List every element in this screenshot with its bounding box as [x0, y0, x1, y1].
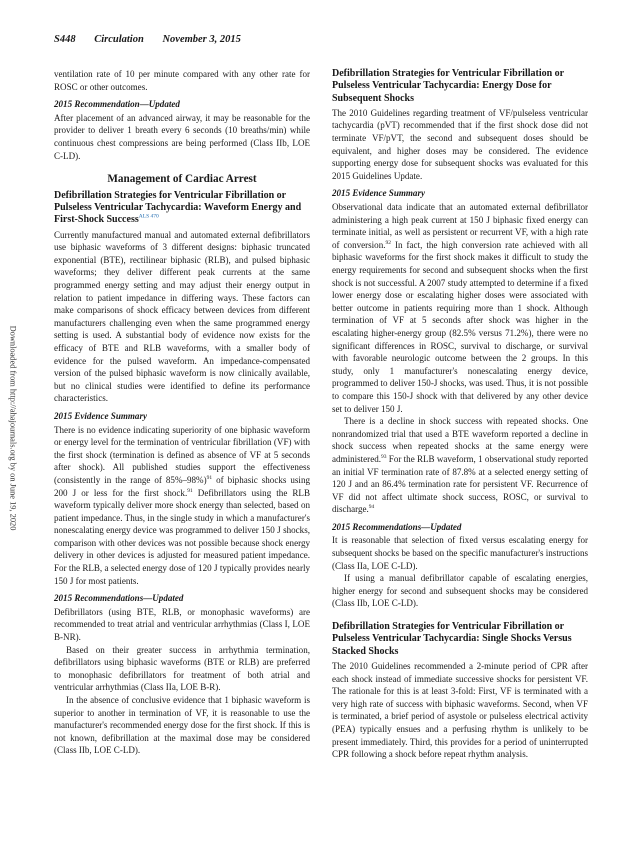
download-note: Downloaded from http://ahajournals.org by on June 19, 2020	[8, 325, 18, 531]
subsection-heading	[54, 190, 310, 227]
recommendation-heading: 2015 Recommendation—Updated	[54, 99, 180, 110]
citation: 94	[368, 504, 375, 511]
citation: 93	[381, 453, 387, 460]
running-header	[54, 34, 257, 50]
citation: 92	[385, 239, 391, 246]
subsection-heading: Defibrillation Strategies for Ventricular Fibrillation or Pulseless Ventricular Tachycardia: Single Shocks Versus Stacked Shocks	[332, 621, 572, 657]
left-column	[54, 68, 310, 757]
evidence-paragraph: Observational data indicate that an automated external defibrillator administering a high peak current at 150 J biphasic fixed energy can terminate initial, as well as persistent or recurrent VF, with a high rate of conversion.$^{92}$ In fact, the high conversion rate achieved with all biphasic waveforms for the first shock makes it difficult to study the energy requirements for second and subsequent shocks when the first shock is not successful. A 2007 study attempted to determine if a fixed lower energy dose or escalating higher doses were associated with better outcome in patients requiring more than 1 shock. Although termination of VF at 5 seconds after shock was higher in the escalating higher-energy group (82.5% versus 71.2%), there were no significant differences in ROSC, survival to discharge, or survival with favorable neurologic outcome between the 2 groups. In this study, only 1 manufacturer's nonescalating energy device, programmed to deliver 150-J shocks, was used. Thus, it is not possible to compare this 150-J shock with that delivered by any other device set to deliver 150 J.	[332, 202, 588, 414]
citation: 91	[187, 487, 193, 494]
subsection-heading-text: Defibrillation Strategies for Ventricular Fibrillation or Pulseless Ventricular Tachycardia: Waveform Energy and First-Shock Success	[54, 189, 302, 226]
single-shock-paragraph: The 2010 Guidelines recommended a 2-minute period of CPR after each shock instead of immediate successive shocks for persistent VF. The rationale for this is at least 3-fold: First, VF is terminated with a very high rate of success with biphasic waveforms. Second, when VF is terminated, a brief period of asystole or pulseless electrical activity (PEA) typically ensues and a perfusing rhythm is unlikely to be present immediately. Third, this provides for a period of uninterrupted CPR following a shock before repeat rhythm analysis.	[332, 660, 588, 760]
recommendation-text: In the absence of conclusive evidence that 1 biphasic waveform is superior to another in termination of VF, it is reasonable to use the manufacturer's recommended energy dose for the first shock. If this is not known, defibrillation at the maximal dose may be considered (Class IIb, LOE C-LD).	[54, 695, 310, 756]
intro-paragraph: ventilation rate of 10 per minute compared with any other rate for ROSC or other outcomes.	[54, 69, 310, 92]
recommendation-text: After placement of an advanced airway, it may be reasonable for the provider to deliver 1 breath every 6 seconds (10 breaths/min) while continuous chest compressions are being performed (Class IIb, LOE C-LD).	[54, 112, 310, 161]
waveform-paragraph: Currently manufactured manual and automated external defibrillators use biphasic waveforms of 3 different designs: biphasic truncated exponential (BTE), rectilinear biphasic (RLB), and pulsed biphasic waveforms; they deliver different peak currents at the same programmed energy setting and may adjust their energy output in relation to patient impedance in differing ways. These factors can make comparisons of shock efficacy between devices from different manufacturers challenging even when the same programmed energy setting is used. A substantial body of evidence now exists for the efficacy of BTE and RLB waveforms, with a smaller body of evidence for the pulsed waveform. An impedance-compensated version of the pulsed biphasic waveform is now clinically available, but no clinical studies were identified to define its performance characteristics.	[54, 229, 310, 404]
download-sidebar	[0, 0, 26, 854]
recommendation-text: If using a manual defibrillator capable of escalating energies, higher energy for second and subsequent shocks may be considered (Class IIb, LOE C-LD).	[332, 573, 588, 609]
journal-name: Circulation	[94, 34, 144, 45]
citation: 91	[206, 474, 213, 481]
evidence-paragraph: There is a decline in shock success with repeated shocks. One nonrandomized trial that used a BTE waveform reported a decline in shock success when repeated shocks at the same energy were administered.$^{93}$ For the RLB waveform, 1 observational study reported an initial VF termination rate of 87.8% at a selected energy setting of 120 J and an 86.4% termination rate for persistent VF. Recurrence of VF did not affect ultimate shock success, ROSC, or survival to discharge.$^{94}$	[332, 416, 588, 515]
right-column	[332, 68, 588, 761]
subsection-heading: Defibrillation Strategies for Ventricular Fibrillation or Pulseless Ventricular Tachycardia: Energy Dose for Subsequent Shocks	[332, 68, 564, 104]
reference-link[interactable]: ALS 470	[138, 214, 159, 221]
evidence-summary-heading: 2015 Evidence Summary	[332, 188, 425, 199]
recommendation-text: Based on their greater success in arrhythmia termination, defibrillators using biphasic waveforms (BTE or RLB) are preferred to monophasic defibrillators for treatment of both atrial and ventricular arrhythmias (Class IIa, LOE B-R).	[54, 644, 310, 693]
recommendation-text: Defibrillators (using BTE, RLB, or monophasic waveforms) are recommended to treat atrial and ventricular arrhythmias (Class I, LOE B-NR).	[54, 606, 310, 643]
page-number: S448	[54, 34, 76, 45]
recommendations-heading: 2015 Recommendations—Updated	[332, 521, 462, 532]
evidence-paragraph: There is no evidence indicating superiority of one biphasic waveform or energy level for the termination of ventricular fibrillation (VF) with the first shock (termination is defined as absence of VF at 5 seconds after shock). All published studies support the effectiveness (consistently in the range of 85%–98%)$^{91}$ of biphasic shocks using 200 J or less for the first shock.$^{91}$ Defibrillators using the RLB waveform typically deliver more shock energy than selected, based on patient impedance. Thus, in the single study in which a manufacturer's nonescalating energy device was programmed to deliver 150 J shocks, comparison with other devices was not possible because shock energy delivery in other devices is adjusted for measured patient impedance. For the RLB, a selected energy dose of 120 J typically provides nearly 150 J for most patients.	[54, 424, 310, 586]
recommendation-text: It is reasonable that selection of fixed versus escalating energy for subsequent shocks be based on the specific manufacturer's instructions (Class IIa, LOE C-LD).	[332, 535, 588, 571]
recommendations-heading: 2015 Recommendations—Updated	[54, 593, 184, 604]
energy-dose-paragraph: The 2010 Guidelines regarding treatment of VF/pulseless ventricular tachycardia (pVT) recommended that if the first shock dose did not terminate VF/pVT, the second and subsequent doses should be equivalent, and higher doses may be considered. The evidence supporting energy dose for subsequent shocks was evaluated for this 2015 Guidelines Update.	[332, 107, 588, 181]
evidence-summary-heading: 2015 Evidence Summary	[54, 410, 147, 421]
section-heading: Management of Cardiac Arrest	[107, 173, 257, 186]
issue-date: November 3, 2015	[162, 34, 241, 45]
